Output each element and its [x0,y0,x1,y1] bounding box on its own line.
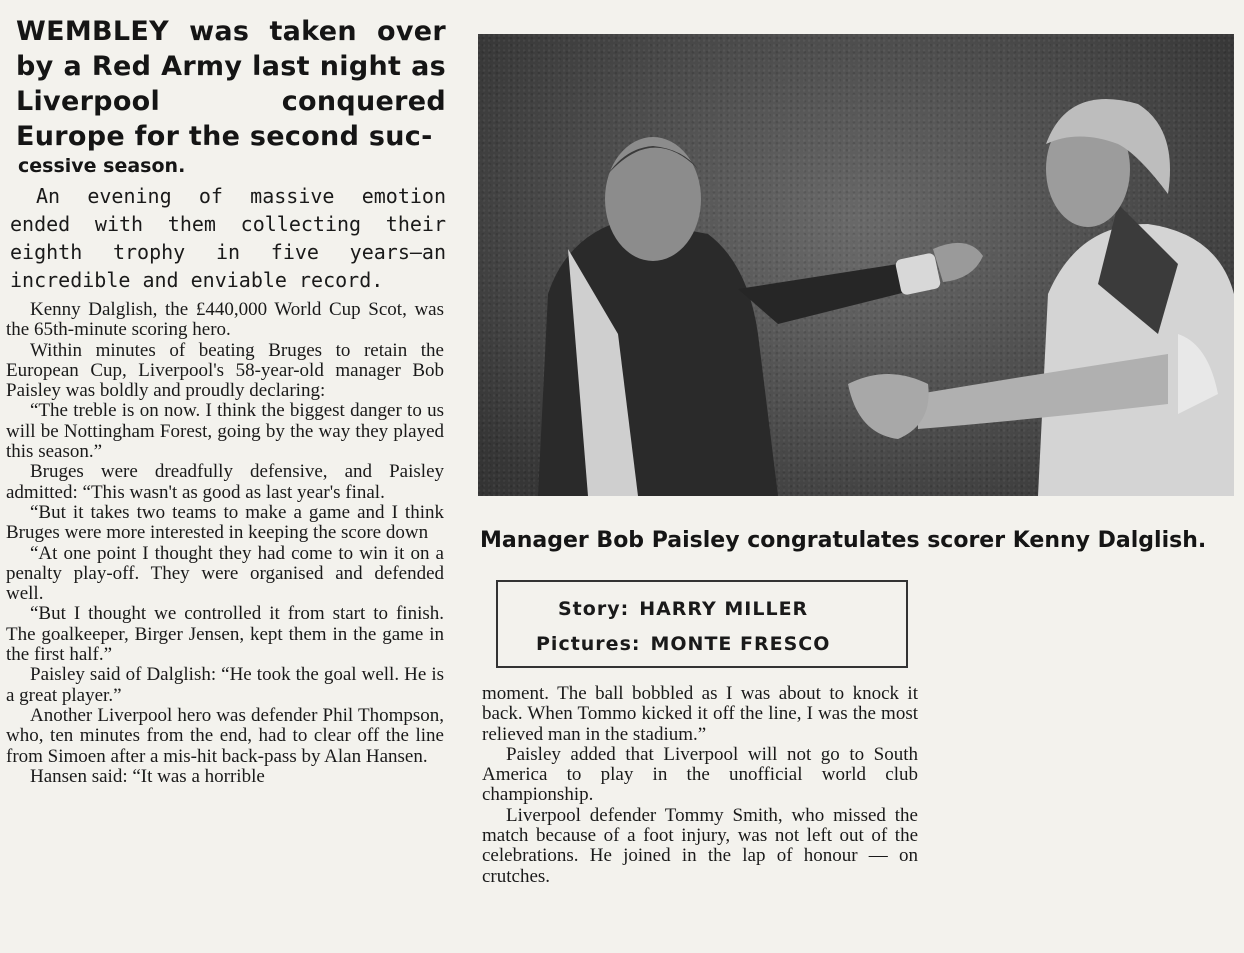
photo-illustration [478,34,1234,496]
paragraph: Another Liverpool hero was defender Phil Thompson, who, ten minutes from the end, had to clear off the line from Simoen after a mis-hit back-pass by Alan Hansen. [6,704,444,767]
paragraph: Paisley added that Liverpool will not go to South America to play in the unofficial world club championship. [482,743,918,806]
intro-text: An evening of massive emotion ended with them collecting their eighth trophy in five years—an incredible and enviable record. [10,184,446,292]
paragraph: Within minutes of beating Bruges to retain the European Cup, Liverpool's 58-year-old manager Bob Paisley was boldly and proudly declaring: [6,339,444,402]
left-body-text [6,300,444,787]
credits-box [496,580,908,668]
pictures-credit [536,633,830,655]
left-column [6,14,446,787]
paragraph: Liverpool defender Tommy Smith, who missed the match because of a foot injury, was not left out of the celebrations. He joined in the lap of honour — on crutches. [482,804,918,887]
pictures-label: Pictures: [536,633,641,655]
news-photo [478,34,1234,496]
story-name: HARRY MILLER [639,598,809,620]
paragraph: Kenny Dalglish, the £440,000 World Cup Scot, was the 65th-minute scoring hero. [6,299,444,341]
photo-caption: Manager Bob Paisley congratulates scorer Kenny Dalglish. [480,528,1207,553]
right-body-text [482,684,918,887]
headline-continuation: cessive season. [18,155,186,177]
story-credit [558,598,808,620]
paragraph: moment. The ball bobbled as I was about to knock it back. When Tommo kicked it off the line, I was the most relieved man in the stadium.” [482,683,918,745]
paragraph: Hansen said: “It was a horrible [30,765,265,787]
headline: WEMBLEY was taken over by a Red Army last night as Liverpool conquered Europe for the second suc- [16,16,446,152]
paragraph: “The treble is on now. I think the biggest danger to us will be Nottingham Forest, going by the way they played this season.” [6,400,444,463]
right-column [482,684,918,887]
paragraph: “But I thought we controlled it from start to finish. The goalkeeper, Birger Jensen, kept them in the game in the first half.” [6,603,444,666]
paragraph: Paisley said of Dalglish: “He took the goal well. He is a great player.” [6,664,444,706]
pictures-name: MONTE FRESCO [650,633,831,655]
paragraph: “At one point I thought they had come to win it on a penalty play-off. They were organised and defended well. [6,542,444,605]
paragraph: Bruges were dreadfully defensive, and Paisley admitted: “This wasn't as good as last year's final. [6,461,444,503]
intro-paragraph [10,182,446,294]
paragraph: “But it takes two teams to make a game and I think Bruges were more interested in keeping the score down [6,501,444,544]
story-label: Story: [558,598,630,620]
